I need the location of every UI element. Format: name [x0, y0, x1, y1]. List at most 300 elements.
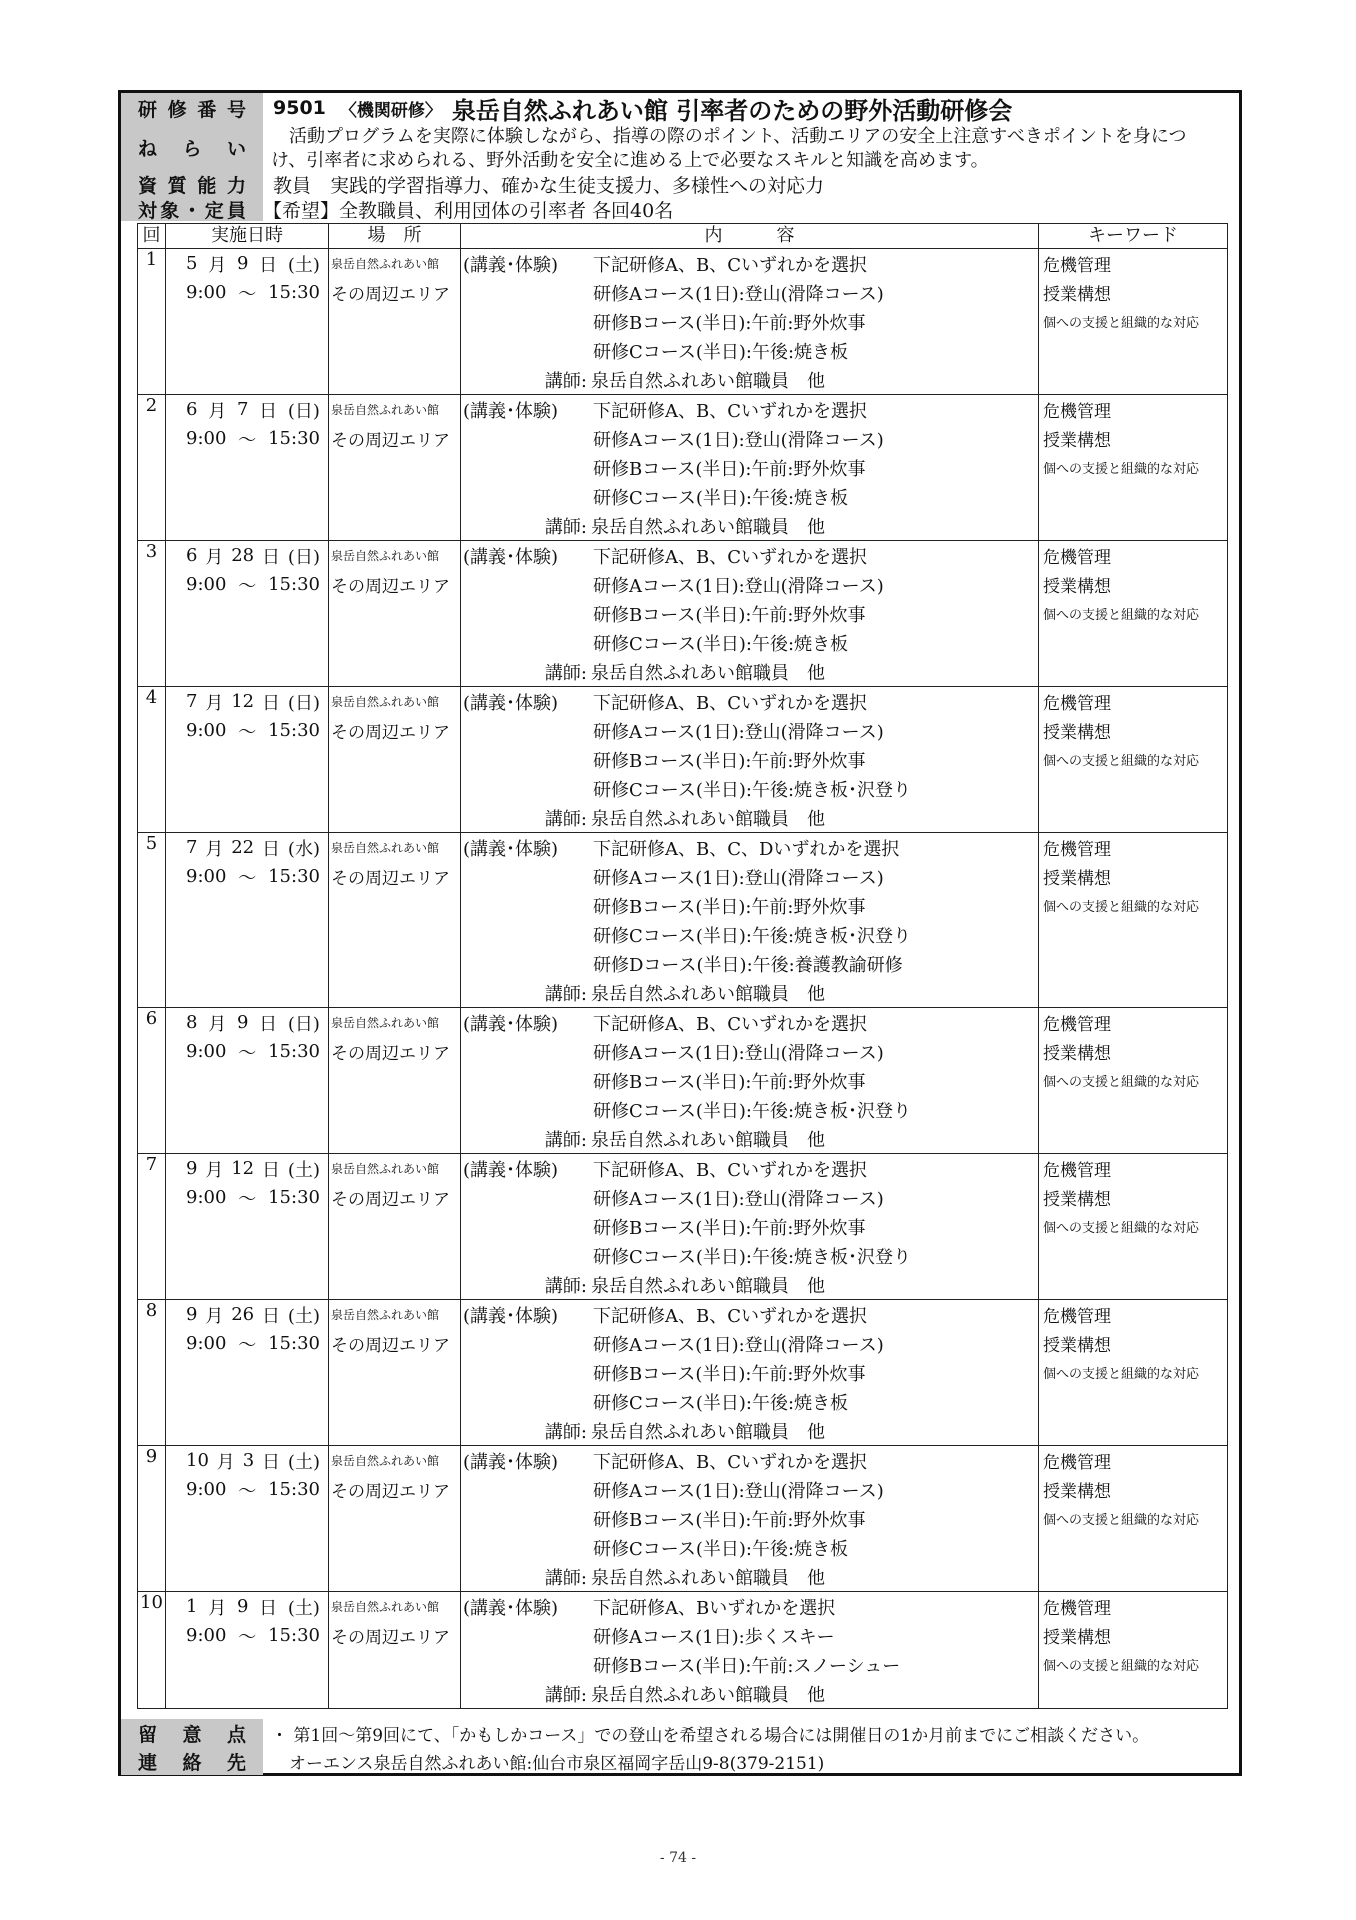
- content-text: 研修Cコース(半日):午後:焼き板: [593, 633, 849, 655]
- target-label-text: [138, 196, 246, 223]
- keyword-item: 授業構想: [1043, 1628, 1111, 1648]
- keyword-item: 個への支援と組織的な対応: [1043, 1513, 1200, 1528]
- session-content-cell: [461, 1008, 1039, 1154]
- content-line: [461, 424, 1038, 453]
- lecturer-label: 講師:: [544, 1129, 587, 1151]
- contact-label-text: [138, 1748, 246, 1775]
- session-day: 22: [231, 837, 255, 858]
- session-date: [166, 1300, 328, 1329]
- session-weekday: (土): [287, 1451, 320, 1473]
- keyword-item: 授業構想: [1043, 285, 1111, 305]
- session-row: [138, 1008, 1228, 1154]
- lecturer-label: 講師:: [544, 1684, 587, 1706]
- target-label-char: 員: [226, 199, 246, 222]
- session-content-cell: [461, 1300, 1039, 1446]
- session-time-end: 15:30: [268, 1479, 320, 1500]
- keyword-item: 個への支援と組織的な対応: [1043, 316, 1200, 331]
- session-time-separator: 〜: [238, 283, 257, 305]
- session-month: 7: [186, 691, 198, 712]
- session-day-unit: 日: [262, 1451, 281, 1473]
- content-line: [461, 774, 1038, 803]
- session-date-cell: [166, 833, 329, 1008]
- session-place-cell: [329, 1300, 461, 1446]
- content-line: [461, 862, 1038, 891]
- lecturer-name: 泉岳自然ふれあい館職員 他: [591, 662, 825, 684]
- content-line: [461, 1358, 1038, 1387]
- keyword-item: 危機管理: [1043, 256, 1111, 276]
- session-month: 5: [186, 253, 198, 274]
- keyword-item: 危機管理: [1043, 694, 1111, 714]
- session-keyword-cell: [1039, 395, 1228, 541]
- keyword-item: 個への支援と組織的な対応: [1043, 900, 1200, 915]
- lecturer-label: 講師:: [544, 370, 587, 392]
- target-label-char: ・: [182, 199, 202, 222]
- session-weekday: (土): [287, 1159, 320, 1181]
- lecturer-label: 講師:: [544, 1567, 587, 1589]
- session-time-end: 15:30: [268, 720, 320, 741]
- target-label-char: 象: [160, 199, 180, 222]
- session-time-start: 9:00: [186, 1187, 227, 1208]
- content-text: 研修Aコース(1日):登山(滑降コース): [593, 575, 884, 597]
- keyword-item: 危機管理: [1043, 1161, 1111, 1181]
- target-label-char: 対: [138, 199, 158, 222]
- content-text: 研修Bコース(半日):午前:野外炊事: [593, 1071, 866, 1093]
- session-time-end: 15:30: [268, 428, 320, 449]
- content-line: [461, 249, 1038, 278]
- session-number: 10: [138, 1592, 166, 1709]
- content-text: 研修Dコース(半日):午後:養護教諭研修: [593, 954, 903, 976]
- session-date: [166, 833, 328, 862]
- content-line: [461, 278, 1038, 307]
- content-line: [461, 1066, 1038, 1095]
- session-month-unit: 月: [216, 1451, 235, 1473]
- notes-text: ・ 第1回〜第9回にて、「かもしかコース」での登山を希望される場合には開催日の1か月前までにご相談ください。: [271, 1725, 1150, 1746]
- session-time-separator: 〜: [238, 867, 257, 889]
- content-text: 研修Cコース(半日):午後:焼き板･沢登り: [593, 1246, 912, 1268]
- session-content-cell: [461, 833, 1039, 1008]
- page-number: - 74 -: [659, 1850, 697, 1866]
- session-place-sub: その周辺エリア: [331, 1482, 450, 1502]
- session-time-start: 9:00: [186, 428, 227, 449]
- session-date: [166, 1154, 328, 1183]
- session-time: [166, 278, 328, 307]
- contact-label-char: 先: [226, 1751, 246, 1774]
- course-number-label-char: 番: [197, 98, 217, 121]
- session-month-unit: 月: [205, 1305, 224, 1327]
- content-text: 研修Aコース(1日):登山(滑降コース): [593, 1480, 884, 1502]
- keyword-item: 個への支援と組織的な対応: [1043, 1075, 1200, 1090]
- session-day-unit: 日: [262, 1305, 281, 1327]
- aim-label-char: ら: [182, 137, 202, 160]
- lecturer-name: 泉岳自然ふれあい館職員 他: [591, 1129, 825, 1151]
- content-text: 研修Bコース(半日):午前:野外炊事: [593, 1509, 866, 1531]
- session-date-cell: [166, 1008, 329, 1154]
- session-day-unit: 日: [262, 1159, 281, 1181]
- content-text: 下記研修A、B、Cいずれかを選択: [593, 1451, 867, 1473]
- aim-label-text: [138, 134, 246, 161]
- session-date-cell: [166, 249, 329, 395]
- keyword-item: 危機管理: [1043, 1453, 1111, 1473]
- session-date-cell: [166, 1592, 329, 1709]
- content-line: [461, 336, 1038, 365]
- session-weekday: (日): [287, 1013, 320, 1035]
- content-line: [461, 1387, 1038, 1416]
- keyword-item: 授業構想: [1043, 869, 1111, 889]
- session-month-unit: 月: [208, 254, 227, 276]
- content-text: 研修Aコース(1日):登山(滑降コース): [593, 1188, 884, 1210]
- contact-label: [121, 1747, 263, 1775]
- session-place-sub: その周辺エリア: [331, 723, 450, 743]
- session-number: 3: [138, 541, 166, 687]
- content-line: [461, 1183, 1038, 1212]
- session-place-main: 泉岳自然ふれあい館: [331, 549, 440, 563]
- session-month-unit: 月: [205, 838, 224, 860]
- content-type-tag: (講義･体験): [463, 1451, 559, 1473]
- keyword-item: 授業構想: [1043, 431, 1111, 451]
- session-month: 6: [186, 399, 198, 420]
- aim-text: [271, 125, 1231, 173]
- ability-text: 教員 実践的学習指導力、確かな生徒支援力、多様性への対応力: [273, 174, 825, 197]
- aim-row: [121, 123, 1239, 171]
- content-text: 下記研修A、B、Cいずれかを選択: [593, 400, 867, 422]
- session-month: 1: [186, 1596, 198, 1617]
- keyword-item: 授業構想: [1043, 1190, 1111, 1210]
- contact-label-char: 絡: [182, 1751, 202, 1774]
- lecturer-label: 講師:: [544, 808, 587, 830]
- course-title-area: [263, 93, 1231, 123]
- contact-label-char: 連: [138, 1751, 158, 1774]
- session-day-unit: 日: [259, 400, 278, 422]
- content-type-tag: (講義･体験): [463, 254, 559, 276]
- session-time-separator: 〜: [238, 1188, 257, 1210]
- lecturer-line: [461, 1679, 1038, 1708]
- session-time-end: 15:30: [268, 282, 320, 303]
- session-time-end: 15:30: [268, 1333, 320, 1354]
- session-date: [166, 395, 328, 424]
- session-place-main: 泉岳自然ふれあい館: [331, 1016, 440, 1030]
- ability-row: [121, 171, 1239, 197]
- session-month-unit: 月: [205, 546, 224, 568]
- session-time-separator: 〜: [238, 575, 257, 597]
- session-month: 9: [186, 1158, 198, 1179]
- course-kind: 〈機関研修〉: [339, 100, 442, 121]
- ability-label: [121, 171, 263, 197]
- course-title: 泉岳自然ふれあい館 引率者のための野外活動研修会: [451, 96, 1013, 125]
- lecturer-name: 泉岳自然ふれあい館職員 他: [591, 1275, 825, 1297]
- session-time: [166, 1183, 328, 1212]
- session-time-start: 9:00: [186, 1041, 227, 1062]
- session-time: [166, 1329, 328, 1358]
- keyword-item: 危機管理: [1043, 840, 1111, 860]
- lecturer-name: 泉岳自然ふれあい館職員 他: [591, 808, 825, 830]
- session-time-end: 15:30: [268, 574, 320, 595]
- session-row: [138, 249, 1228, 395]
- session-number: 4: [138, 687, 166, 833]
- col-header-place: 場 所: [329, 224, 461, 249]
- content-type-tag: (講義･体験): [463, 546, 559, 568]
- session-time-separator: 〜: [238, 1334, 257, 1356]
- course-number-label-text: [138, 95, 246, 122]
- session-place-main: 泉岳自然ふれあい館: [331, 841, 440, 855]
- content-type-tag: (講義･体験): [463, 1013, 559, 1035]
- content-text: 研修Cコース(半日):午後:焼き板: [593, 341, 849, 363]
- session-place-cell: [329, 395, 461, 541]
- content-line: [461, 1650, 1038, 1679]
- lecturer-label: 講師:: [544, 1275, 587, 1297]
- keyword-item: 授業構想: [1043, 1336, 1111, 1356]
- ability-label-char: 質: [167, 174, 187, 197]
- content-text: 研修Aコース(1日):歩くスキー: [593, 1626, 835, 1648]
- content-line: [461, 395, 1038, 424]
- content-line: [461, 1475, 1038, 1504]
- content-text: 下記研修A、B、Cいずれかを選択: [593, 254, 867, 276]
- lecturer-line: [461, 365, 1038, 394]
- content-text: 下記研修A、B、Cいずれかを選択: [593, 1305, 867, 1327]
- content-text: 研修Bコース(半日):午前:野外炊事: [593, 750, 866, 772]
- content-line: [461, 1037, 1038, 1066]
- content-text: 研修Bコース(半日):午前:野外炊事: [593, 896, 866, 918]
- lecturer-line: [461, 511, 1038, 540]
- content-text: 下記研修A、Bいずれかを選択: [593, 1597, 836, 1619]
- keyword-item: 個への支援と組織的な対応: [1043, 1221, 1200, 1236]
- session-keyword-cell: [1039, 1592, 1228, 1709]
- course-number-label-char: 修: [167, 98, 187, 121]
- content-text: 研修Cコース(半日):午後:焼き板･沢登り: [593, 925, 912, 947]
- session-number: 6: [138, 1008, 166, 1154]
- session-day-unit: 日: [262, 838, 281, 860]
- session-place-main: 泉岳自然ふれあい館: [331, 695, 440, 709]
- notes-label-char: 意: [182, 1723, 202, 1746]
- session-time-end: 15:30: [268, 1187, 320, 1208]
- session-date-cell: [166, 1446, 329, 1592]
- session-keyword-cell: [1039, 1446, 1228, 1592]
- session-time-start: 9:00: [186, 282, 227, 303]
- session-month-unit: 月: [205, 692, 224, 714]
- course-sheet: [118, 90, 1242, 1776]
- session-place-cell: [329, 249, 461, 395]
- session-content-cell: [461, 541, 1039, 687]
- session-place-sub: その周辺エリア: [331, 869, 450, 889]
- keyword-item: 授業構想: [1043, 723, 1111, 743]
- session-weekday: (水): [287, 838, 320, 860]
- content-line: [461, 833, 1038, 862]
- content-line: [461, 687, 1038, 716]
- course-number-row: [121, 93, 1239, 123]
- content-line: [461, 1154, 1038, 1183]
- session-weekday: (土): [287, 1597, 320, 1619]
- session-day: 3: [242, 1450, 255, 1471]
- session-date-cell: [166, 687, 329, 833]
- session-month-unit: 月: [208, 1013, 227, 1035]
- keyword-item: 危機管理: [1043, 402, 1111, 422]
- session-content-cell: [461, 1154, 1039, 1300]
- keyword-item: 個への支援と組織的な対応: [1043, 608, 1200, 623]
- session-month: 8: [186, 1012, 198, 1033]
- content-text: 研修Cコース(半日):午後:焼き板: [593, 487, 849, 509]
- session-row: [138, 687, 1228, 833]
- session-time-start: 9:00: [186, 720, 227, 741]
- session-number: 8: [138, 1300, 166, 1446]
- content-text: 研修Bコース(半日):午前:野外炊事: [593, 458, 866, 480]
- content-line: [461, 1504, 1038, 1533]
- session-date: [166, 541, 328, 570]
- content-line: [461, 1008, 1038, 1037]
- schedule-table: [137, 223, 1228, 1709]
- session-time-separator: 〜: [238, 1626, 257, 1648]
- session-place-sub: その周辺エリア: [331, 1044, 450, 1064]
- content-type-tag: (講義･体験): [463, 1305, 559, 1327]
- keyword-item: 個への支援と組織的な対応: [1043, 462, 1200, 477]
- keyword-item: 個への支援と組織的な対応: [1043, 1367, 1200, 1382]
- session-date: [166, 1008, 328, 1037]
- session-date: [166, 687, 328, 716]
- content-text: 研修Aコース(1日):登山(滑降コース): [593, 429, 884, 451]
- col-header-no: 回: [138, 224, 166, 249]
- session-month: 6: [186, 545, 198, 566]
- content-text: 研修Bコース(半日):午前:野外炊事: [593, 604, 866, 626]
- session-month: 9: [186, 1304, 198, 1325]
- content-line: [461, 920, 1038, 949]
- session-place-sub: その周辺エリア: [331, 1628, 450, 1648]
- session-month: 10: [186, 1450, 209, 1471]
- lecturer-name: 泉岳自然ふれあい館職員 他: [591, 1421, 825, 1443]
- content-line: [461, 716, 1038, 745]
- session-number: 2: [138, 395, 166, 541]
- content-text: 研修Aコース(1日):登山(滑降コース): [593, 721, 884, 743]
- lecturer-name: 泉岳自然ふれあい館職員 他: [591, 1684, 825, 1706]
- keyword-item: 危機管理: [1043, 548, 1111, 568]
- session-day: 12: [231, 1158, 255, 1179]
- session-time-separator: 〜: [238, 429, 257, 451]
- content-line: [461, 541, 1038, 570]
- session-place-sub: その周辺エリア: [331, 431, 450, 451]
- session-content-cell: [461, 1446, 1039, 1592]
- session-time-end: 15:30: [268, 866, 320, 887]
- content-line: [461, 949, 1038, 978]
- content-line: [461, 628, 1038, 657]
- lecturer-line: [461, 657, 1038, 686]
- content-text: 下記研修A、B、Cいずれかを選択: [593, 1013, 867, 1035]
- session-place-cell: [329, 687, 461, 833]
- ability-label-char: 力: [226, 174, 246, 197]
- aim-label-char: ね: [138, 137, 158, 160]
- content-line: [461, 1533, 1038, 1562]
- session-row: [138, 833, 1228, 1008]
- session-date-cell: [166, 1154, 329, 1300]
- content-line: [461, 1621, 1038, 1650]
- session-content-cell: [461, 249, 1039, 395]
- session-day-unit: 日: [259, 254, 278, 276]
- session-date: [166, 1446, 328, 1475]
- lecturer-name: 泉岳自然ふれあい館職員 他: [591, 1567, 825, 1589]
- session-keyword-cell: [1039, 1154, 1228, 1300]
- content-type-tag: (講義･体験): [463, 1159, 559, 1181]
- lecturer-line: [461, 978, 1038, 1007]
- content-text: 下記研修A、B、Cいずれかを選択: [593, 546, 867, 568]
- session-time: [166, 1037, 328, 1066]
- lecturer-line: [461, 1270, 1038, 1299]
- col-header-content: 内 容: [461, 224, 1039, 249]
- content-line: [461, 1241, 1038, 1270]
- lecturer-line: [461, 1124, 1038, 1153]
- content-type-tag: (講義･体験): [463, 1597, 559, 1619]
- session-number: 9: [138, 1446, 166, 1592]
- ability-label-char: 能: [197, 174, 217, 197]
- content-text: 研修Bコース(半日):午前:スノーシュー: [593, 1655, 901, 1677]
- lecturer-name: 泉岳自然ふれあい館職員 他: [591, 370, 825, 392]
- session-place-main: 泉岳自然ふれあい館: [331, 403, 440, 417]
- content-line: [461, 570, 1038, 599]
- session-time-separator: 〜: [238, 1480, 257, 1502]
- content-text: 下記研修A、B、Cいずれかを選択: [593, 692, 867, 714]
- notes-label-char: 留: [138, 1723, 158, 1746]
- session-row: [138, 395, 1228, 541]
- session-weekday: (日): [287, 692, 320, 714]
- session-time-start: 9:00: [186, 574, 227, 595]
- schedule-body: [138, 249, 1228, 1709]
- lecturer-name: 泉岳自然ふれあい館職員 他: [591, 516, 825, 538]
- session-place-main: 泉岳自然ふれあい館: [331, 257, 440, 271]
- course-code: 9501: [273, 97, 326, 119]
- session-month-unit: 月: [205, 1159, 224, 1181]
- session-row: [138, 1446, 1228, 1592]
- course-number-label-char: 研: [138, 98, 158, 121]
- session-keyword-cell: [1039, 1300, 1228, 1446]
- session-weekday: (土): [287, 1305, 320, 1327]
- session-time-end: 15:30: [268, 1625, 320, 1646]
- content-text: 研修Bコース(半日):午前:野外炊事: [593, 312, 866, 334]
- content-line: [461, 482, 1038, 511]
- content-text: 研修Aコース(1日):登山(滑降コース): [593, 1042, 884, 1064]
- session-row: [138, 541, 1228, 687]
- target-text: 【希望】全教職員、利用団体の引率者 各回40名: [263, 199, 674, 222]
- session-day-unit: 日: [259, 1013, 278, 1035]
- lecturer-line: [461, 803, 1038, 832]
- session-content-cell: [461, 395, 1039, 541]
- content-line: [461, 1446, 1038, 1475]
- content-line: [461, 453, 1038, 482]
- session-number: 5: [138, 833, 166, 1008]
- session-time-separator: 〜: [238, 721, 257, 743]
- keyword-item: 危機管理: [1043, 1599, 1111, 1619]
- session-day: 9: [236, 1012, 249, 1033]
- content-text: 研修Aコース(1日):登山(滑降コース): [593, 1334, 884, 1356]
- session-number: 7: [138, 1154, 166, 1300]
- notes-label-text: [138, 1720, 246, 1747]
- session-time-end: 15:30: [268, 1041, 320, 1062]
- target-label-char: 定: [204, 199, 224, 222]
- notes-label-char: 点: [226, 1723, 246, 1746]
- session-date-cell: [166, 1300, 329, 1446]
- lecturer-label: 講師:: [544, 662, 587, 684]
- session-time: [166, 1621, 328, 1650]
- session-day: 7: [236, 399, 249, 420]
- ability-label-text: [138, 171, 246, 198]
- content-text: 研修Cコース(半日):午後:焼き板: [593, 1392, 849, 1414]
- session-keyword-cell: [1039, 249, 1228, 395]
- content-text: 研修Bコース(半日):午前:野外炊事: [593, 1217, 866, 1239]
- session-date: [166, 1592, 328, 1621]
- session-date-cell: [166, 541, 329, 687]
- session-place-cell: [329, 541, 461, 687]
- session-place-main: 泉岳自然ふれあい館: [331, 1162, 440, 1176]
- content-line: [461, 1212, 1038, 1241]
- session-weekday: (日): [287, 546, 320, 568]
- session-day: 12: [231, 691, 255, 712]
- session-content-cell: [461, 1592, 1039, 1709]
- session-day-unit: 日: [262, 546, 281, 568]
- session-keyword-cell: [1039, 687, 1228, 833]
